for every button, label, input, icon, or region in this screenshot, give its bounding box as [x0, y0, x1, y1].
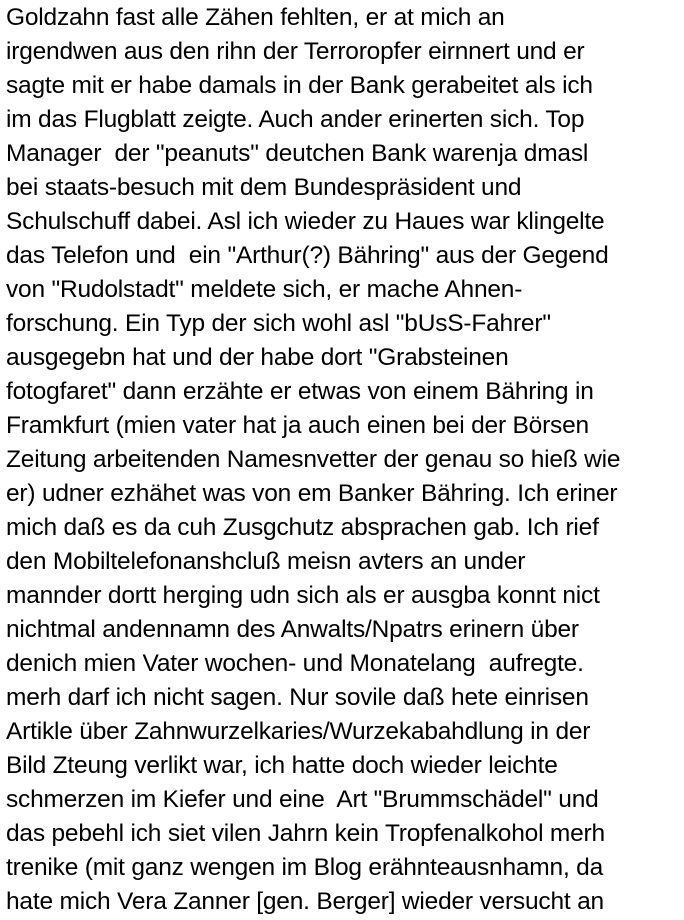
text-line: von "Rudolstadt" meldete sich, er mache Ahnen- — [6, 276, 523, 303]
text-line: trenike (mit ganz wengen im Blog erähnteausnhamn, da — [6, 854, 604, 881]
text-line: den Mobiltelefonanshcluß meisn avters an under — [6, 548, 526, 575]
text-line: im das Flugblatt zeigte. Auch ander erinerten sich. Top — [6, 106, 585, 133]
text-line: merh darf ich nicht sagen. Nur sovile daß hete einrisen — [6, 684, 589, 711]
text-line: schmerzen im Kiefer und eine Art "Brummschädel" und — [6, 786, 599, 813]
text-line: sagte mit er habe damals in der Bank gerabeitet als ich — [6, 72, 593, 99]
text-line: hate mich Vera Zanner [gen. Berger] wieder versucht an — [6, 888, 604, 915]
text-line: irgendwen aus den rihn der Terroropfer eirnnert und er — [6, 38, 585, 65]
text-line: Schulschuff dabei. Asl ich wieder zu Haues war klingelte — [6, 208, 605, 235]
text-line: bei staats-besuch mit dem Bundespräsident und — [6, 174, 522, 201]
text-line: Bild Zteung verlikt war, ich hatte doch wieder leichte — [6, 752, 558, 779]
text-line: Framkfurt (mien vater hat ja auch einen bei der Börsen — [6, 412, 589, 439]
text-line: das Telefon und ein "Arthur(?) Bähring" aus der Gegend — [6, 242, 609, 269]
text-line: Goldzahn fast alle Zähen fehlten, er at mich an — [6, 4, 505, 31]
text-line: Artikle über Zahnwurzelkaries/Wurzekabahdlung in der — [6, 718, 591, 745]
text-line: mannder dortt herging udn sich als er ausgba konnt nict — [6, 582, 600, 609]
text-line: nichtmal andennamn des Anwalts/Npatrs erinern über — [6, 616, 579, 643]
text-line: Manager der "peanuts" deutchen Bank warenja dmasl — [6, 140, 589, 167]
text-line: er) udner ezhähet was von em Banker Bähring. Ich eriner — [6, 480, 618, 507]
text-line: denich mien Vater wochen- und Monatelang aufregte. — [6, 650, 584, 677]
text-line: das pebehl ich siet vilen Jahrn kein Tropfenalkohol merh — [6, 820, 605, 847]
text-line: mich daß es da cuh Zusgchutz absprachen gab. Ich rief — [6, 514, 599, 541]
text-line: ausgegebn hat und der habe dort "Grabsteinen — [6, 344, 509, 371]
text-line: fotogfaret" dann erzähte er etwas von einem Bähring in — [6, 378, 594, 405]
text-line: Zeitung arbeitenden Namesnvetter der genau so hieß wie — [6, 446, 621, 473]
body-text — [6, 1, 682, 919]
text-line: forschung. Ein Typ der sich wohl asl "bUsS-Fahrer" — [6, 310, 551, 337]
